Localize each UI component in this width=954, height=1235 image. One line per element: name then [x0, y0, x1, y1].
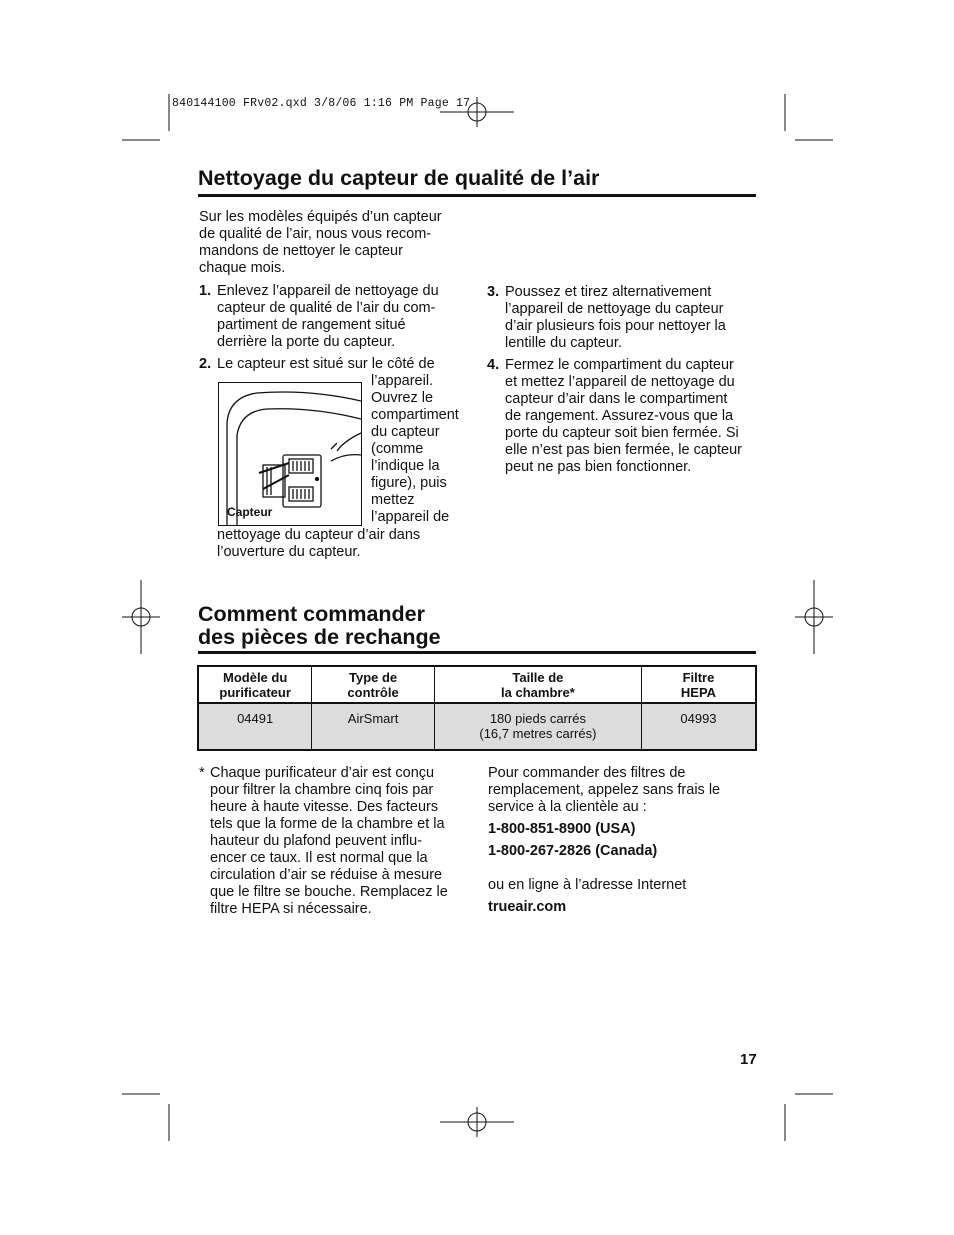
step-line: nettoyage du capteur d’air dans [217, 527, 421, 543]
step-2-after-text [217, 527, 477, 561]
footnote-line: hauteur du plafond peuvent influ- [210, 833, 423, 849]
step-line: l’appareil. [371, 373, 434, 389]
phone-usa: 1-800-851-8900 (USA) [488, 821, 636, 837]
website-link[interactable]: trueair.com [488, 899, 567, 915]
intro-line: chaque mois. [199, 260, 286, 276]
title-line: des pièces de rechange [198, 625, 441, 649]
step-number: 4. [487, 357, 500, 373]
footnote [199, 765, 479, 918]
title-rule [198, 194, 756, 197]
step-line: Poussez et tirez alternativement [505, 284, 712, 300]
step-line: l’indique la [371, 458, 440, 474]
table-header: Taille de la chambre* [434, 666, 641, 703]
footnote-line: que le filtre se bouche. Remplacez le [210, 884, 448, 900]
step-line: et mettez l’appareil de nettoyage du [505, 374, 735, 390]
step-line: compartiment [371, 407, 459, 423]
step-line: partiment de rangement situé [217, 317, 406, 333]
step-line: mettez [371, 492, 415, 508]
footnote-line: filtre HEPA si nécessaire. [210, 901, 372, 917]
step-2-side-text [371, 373, 471, 526]
phone-canada: 1-800-267-2826 (Canada) [488, 843, 658, 859]
intro-line: mandons de nettoyer le capteur [199, 243, 403, 259]
table-header: Modèle du purificateur [198, 666, 312, 703]
section2-title [198, 603, 441, 649]
step-line: Ouvrez le [371, 390, 434, 406]
footnote-mark: * [199, 765, 205, 781]
step-line: porte du capteur soit bien fermée. Si [505, 425, 739, 441]
step-line: l’appareil de nettoyage du capteur [505, 301, 724, 317]
table-cell: 04993 [641, 703, 756, 750]
table-header-row [198, 666, 756, 703]
step-3 [487, 284, 762, 352]
step-1 [199, 283, 469, 351]
step-line: l’ouverture du capteur. [217, 544, 361, 560]
table-cell: AirSmart [312, 703, 435, 750]
footnote-line: tels que la forme de la chambre et la [210, 816, 445, 832]
step-number: 1. [199, 283, 212, 299]
footnote-line: circulation d’air se réduise à mesure [210, 867, 443, 883]
step-4 [487, 357, 762, 476]
footnote-line: encer ce taux. Il est normal que la [210, 850, 428, 866]
table-cell: 180 pieds carrés (16,7 metres carrés) [434, 703, 641, 750]
intro-line: de qualité de l’air, nous vous recom- [199, 226, 432, 242]
order-line: remplacement, appelez sans frais le [488, 782, 721, 798]
section1-title: Nettoyage du capteur de qualité de l’air [198, 166, 600, 190]
table-header: Type de contrôle [312, 666, 435, 703]
sensor-illustration [219, 383, 361, 525]
page-number: 17 [740, 1051, 757, 1068]
step-line: capteur de qualité de l’air du com- [217, 300, 436, 316]
figure-label: Capteur [227, 505, 273, 519]
table-cell: 04491 [198, 703, 312, 750]
step-line: derrière la porte du capteur. [217, 334, 396, 350]
step-line: l’appareil de [371, 509, 450, 525]
step-line: de rangement. Assurez-vous que la [505, 408, 734, 424]
parts-table [197, 665, 757, 751]
intro-paragraph [199, 209, 469, 277]
step-number: 2. [199, 356, 212, 372]
file-slug: 840144100 FRv02.qxd 3/8/06 1:16 PM Page 17 [172, 97, 471, 110]
step-number: 3. [487, 284, 500, 300]
online-text: ou en ligne à l’adresse Internet [488, 877, 687, 893]
footnote-line: pour filtrer la chambre cinq fois par [210, 782, 434, 798]
title-line: Comment commander [198, 602, 425, 626]
table-header: Filtre HEPA [641, 666, 756, 703]
title-rule [198, 651, 756, 654]
step-line: d’air plusieurs fois pour nettoyer la [505, 318, 726, 334]
step-line: Enlevez l’appareil de nettoyage du [217, 283, 439, 299]
step-line: Fermez le compartiment du capteur [505, 357, 734, 373]
order-line: Pour commander des filtres de [488, 765, 686, 781]
order-line: service à la clientèle au : [488, 799, 647, 815]
order-info [488, 765, 758, 816]
footnote-line: Chaque purificateur d’air est conçu [210, 765, 435, 781]
intro-line: Sur les modèles équipés d’un capteur [199, 209, 442, 225]
footnote-line: heure à haute vitesse. Des facteurs [210, 799, 439, 815]
step-line: figure), puis [371, 475, 447, 491]
step-line: (comme [371, 441, 424, 457]
step-line: elle n’est pas bien fermée, le capteur [505, 442, 742, 458]
step-2 [199, 356, 469, 373]
step-line: lentille du capteur. [505, 335, 622, 351]
step-line: Le capteur est situé sur le côté de [217, 356, 435, 372]
step-line: peut ne pas bien fonctionner. [505, 459, 692, 475]
step-line: capteur d’air dans le compartiment [505, 391, 728, 407]
step-line: du capteur [371, 424, 440, 440]
sensor-figure [218, 382, 362, 526]
table-row [198, 703, 756, 750]
